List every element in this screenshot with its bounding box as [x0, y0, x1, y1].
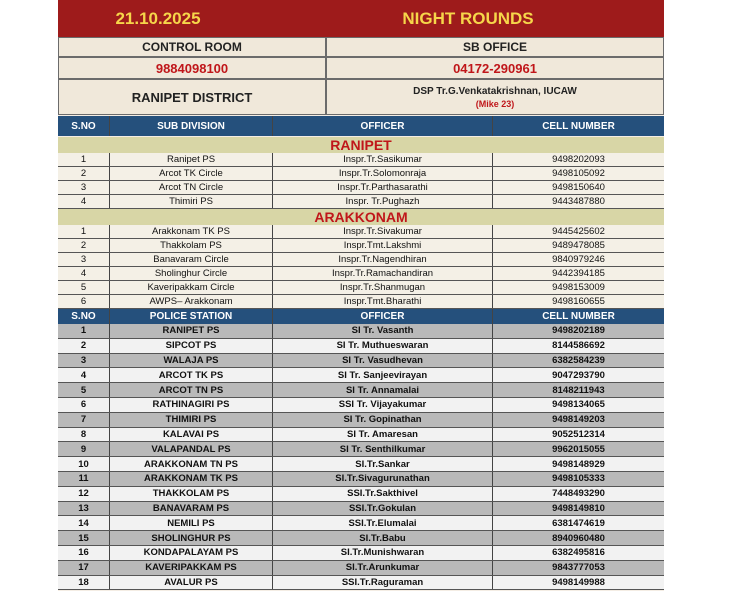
col-cell-number: CELL NUMBER	[542, 120, 615, 132]
station-row	[58, 472, 664, 487]
cell-number-cell: 9498160655	[552, 296, 605, 307]
sb-office-label: SB OFFICE	[326, 37, 664, 57]
unit-cell: THAKKOLAM PS	[110, 487, 273, 501]
unit-cell: NEMILI PS	[110, 516, 273, 530]
officer-cell: SI Tr. Sanjeevirayan	[273, 368, 493, 382]
sno-cell: 9	[58, 442, 110, 456]
district-name: RANIPET DISTRICT	[58, 79, 326, 115]
station-row	[58, 413, 664, 428]
sno-cell: 5	[58, 281, 110, 294]
station-row	[58, 502, 664, 517]
officer-cell: SSI.Tr.Sakthivel	[273, 487, 493, 501]
cell-number-cell: 9498134065	[552, 399, 605, 411]
station-row	[58, 457, 664, 472]
sno-cell: 5	[58, 383, 110, 397]
station-row	[58, 324, 664, 339]
officer-cell: SI.Tr.Munishwaran	[273, 546, 493, 560]
station-row	[58, 428, 664, 443]
unit-cell: THIMIRI PS	[110, 413, 273, 427]
officer-cell: Inspr.Tr.Sivakumar	[273, 225, 493, 238]
night-rounds-sheet	[58, 0, 664, 591]
officer-cell: Inspr.Tr.Shanmugan	[273, 281, 493, 294]
officer-cell: Inspr.Tmt.Bharathi	[273, 295, 493, 308]
officer-cell: SI.Tr.Sankar	[273, 457, 493, 471]
sub-division-row	[58, 267, 664, 281]
cell-number-cell: 9962015055	[552, 443, 605, 455]
cell-number-cell: 9843777053	[552, 562, 605, 574]
officer-cell: SSI.Tr.Gokulan	[273, 502, 493, 516]
col-officer: OFFICER	[273, 116, 493, 136]
unit-cell: Arakkonam TK PS	[110, 225, 273, 238]
unit-cell: Ranipet PS	[110, 153, 273, 166]
group-header	[58, 137, 664, 153]
officer-cell: SI Tr. Senthilkumar	[273, 442, 493, 456]
cell-number-cell: 6382584239	[552, 354, 605, 366]
sub-division-row	[58, 253, 664, 267]
contact-block	[58, 37, 664, 115]
officer-cell: Inspr.Tr.Sasikumar	[273, 153, 493, 166]
sno-cell: 2	[58, 339, 110, 353]
station-row	[58, 339, 664, 354]
group-name: RANIPET	[330, 137, 392, 153]
cell-number-cell: 8144586692	[552, 340, 605, 352]
col-police-station: POLICE STATION	[110, 308, 273, 324]
date-label: 21.10.2025	[115, 8, 201, 28]
unit-cell: Thakkolam PS	[110, 239, 273, 252]
sb-office-phone: 04172-290961	[326, 57, 664, 79]
officer-cell: SI.Tr.Sivagurunathan	[273, 472, 493, 486]
station-header-row	[58, 308, 664, 324]
officer-cell: SI.Tr.Babu	[273, 531, 493, 545]
sub-division-header-row	[58, 116, 664, 136]
unit-cell: KONDAPALAYAM PS	[110, 546, 273, 560]
unit-cell: KAVERIPAKKAM PS	[110, 561, 273, 575]
sub-division-row	[58, 295, 664, 309]
unit-cell: AVALUR PS	[110, 576, 273, 590]
cell-number-cell: 9047293790	[552, 369, 605, 381]
dsp-block	[326, 79, 664, 115]
unit-cell: ARAKKONAM TN PS	[110, 457, 273, 471]
station-row	[58, 516, 664, 531]
sno-cell: 11	[58, 472, 110, 486]
col-sno: S.NO	[58, 308, 110, 324]
sub-division-row	[58, 239, 664, 253]
unit-cell: SIPCOT PS	[110, 339, 273, 353]
officer-cell: SI Tr. Vasanth	[273, 324, 493, 338]
officer-cell: Inspr.Tr.Nagendhiran	[273, 253, 493, 266]
officer-cell: SI Tr. Vasudhevan	[273, 354, 493, 368]
unit-cell: KALAVAI PS	[110, 428, 273, 442]
unit-cell: ARAKKONAM TK PS	[110, 472, 273, 486]
cell-number-cell: 9498150640	[552, 182, 605, 193]
sub-division-row	[58, 153, 664, 167]
cell-number-cell: 9443487880	[552, 196, 605, 207]
unit-cell: VALAPANDAL PS	[110, 442, 273, 456]
unit-cell: RATHINAGIRI PS	[110, 398, 273, 412]
cell-number-cell: 9498153009	[552, 282, 605, 293]
station-row	[58, 546, 664, 561]
sno-cell: 12	[58, 487, 110, 501]
sno-cell: 6	[58, 295, 110, 308]
unit-cell: ARCOT TN PS	[110, 383, 273, 397]
station-row	[58, 368, 664, 383]
cell-number-cell: 7448493290	[552, 488, 605, 500]
dsp-call-sign: (Mike 23)	[475, 98, 515, 109]
officer-cell: Inspr.Tmt.Lakshmi	[273, 239, 493, 252]
sno-cell: 15	[58, 531, 110, 545]
col-sno: S.NO	[58, 116, 110, 136]
unit-cell: Kaveripakkam Circle	[110, 281, 273, 294]
officer-cell: Inspr.Tr.Parthasarathi	[273, 181, 493, 194]
page-title: NIGHT ROUNDS	[402, 8, 534, 28]
station-row	[58, 561, 664, 576]
sno-cell: 1	[58, 153, 110, 166]
group-name: ARAKKONAM	[314, 209, 408, 225]
dsp-name: DSP Tr.G.Venkatakrishnan, IUCAW	[413, 85, 577, 97]
sno-cell: 4	[58, 195, 110, 208]
officer-cell: SSI.Tr.Elumalai	[273, 516, 493, 530]
col-officer: OFFICER	[273, 308, 493, 324]
cell-number-cell: 9498202189	[552, 325, 605, 337]
station-row	[58, 487, 664, 502]
sno-cell: 13	[58, 502, 110, 516]
sub-division-row	[58, 281, 664, 295]
sno-cell: 2	[58, 167, 110, 180]
cell-number-cell: 9498149810	[552, 502, 605, 514]
cell-number-cell: 9445425602	[552, 226, 605, 237]
officer-cell: SSI.Tr.Raguraman	[273, 576, 493, 590]
sno-cell: 8	[58, 428, 110, 442]
cell-number-cell: 9442394185	[552, 268, 605, 279]
cell-number-cell: 8148211943	[552, 384, 605, 396]
cell-number-cell: 8940960480	[552, 532, 605, 544]
sno-cell: 17	[58, 561, 110, 575]
station-row	[58, 442, 664, 457]
group-header	[58, 209, 664, 225]
officer-cell: Inspr.Tr.Ramachandiran	[273, 267, 493, 280]
col-cell-number: CELL NUMBER	[542, 310, 615, 322]
title-bar	[58, 0, 664, 37]
cell-number-cell: 9498105333	[552, 473, 605, 485]
officer-cell: SI.Tr.Arunkumar	[273, 561, 493, 575]
officer-cell: Inspr.Tr.Solomonraja	[273, 167, 493, 180]
sno-cell: 7	[58, 413, 110, 427]
cell-number-cell: 9498148929	[552, 458, 605, 470]
station-row	[58, 383, 664, 398]
officer-cell: SSI Tr. Vijayakumar	[273, 398, 493, 412]
officer-cell: SI Tr. Annamalai	[273, 383, 493, 397]
sno-cell: 10	[58, 457, 110, 471]
sub-division-row	[58, 225, 664, 239]
cell-number-cell: 9498149988	[552, 576, 605, 588]
station-row	[58, 531, 664, 546]
cell-number-cell: 9498105092	[552, 168, 605, 179]
sno-cell: 1	[58, 324, 110, 338]
cell-number-cell: 9498149203	[552, 414, 605, 426]
sno-cell: 16	[58, 546, 110, 560]
sub-division-row	[58, 167, 664, 181]
sno-cell: 4	[58, 267, 110, 280]
unit-cell: Thimiri PS	[110, 195, 273, 208]
officer-cell: SI Tr. Muthueswaran	[273, 339, 493, 353]
sno-cell: 6	[58, 398, 110, 412]
sub-division-row	[58, 181, 664, 195]
station-row	[58, 576, 664, 591]
cell-number-cell: 6381474619	[552, 517, 605, 529]
unit-cell: Banavaram Circle	[110, 253, 273, 266]
cell-number-cell: 9489478085	[552, 240, 605, 251]
officer-cell: SI Tr. Amaresan	[273, 428, 493, 442]
officer-cell: SI Tr. Gopinathan	[273, 413, 493, 427]
control-room-phone: 9884098100	[58, 57, 326, 79]
unit-cell: BANAVARAM PS	[110, 502, 273, 516]
unit-cell: Sholinghur Circle	[110, 267, 273, 280]
station-row	[58, 398, 664, 413]
sno-cell: 4	[58, 368, 110, 382]
sub-division-row	[58, 195, 664, 209]
unit-cell: WALAJA PS	[110, 354, 273, 368]
unit-cell: AWPS– Arakkonam	[110, 295, 273, 308]
unit-cell: Arcot TK Circle	[110, 167, 273, 180]
officer-cell: Inspr. Tr.Pughazh	[273, 195, 493, 208]
col-sub-division: SUB DIVISION	[110, 116, 273, 136]
sno-cell: 14	[58, 516, 110, 530]
sno-cell: 1	[58, 225, 110, 238]
unit-cell: RANIPET PS	[110, 324, 273, 338]
sno-cell: 18	[58, 576, 110, 590]
control-room-label: CONTROL ROOM	[58, 37, 326, 57]
unit-cell: SHOLINGHUR PS	[110, 531, 273, 545]
sno-cell: 2	[58, 239, 110, 252]
sno-cell: 3	[58, 354, 110, 368]
unit-cell: Arcot TN Circle	[110, 181, 273, 194]
cell-number-cell: 9052512314	[552, 428, 605, 440]
cell-number-cell: 9840979246	[552, 254, 605, 265]
cell-number-cell: 6382495816	[552, 547, 605, 559]
sno-cell: 3	[58, 253, 110, 266]
sno-cell: 3	[58, 181, 110, 194]
unit-cell: ARCOT TK PS	[110, 368, 273, 382]
station-row	[58, 354, 664, 369]
cell-number-cell: 9498202093	[552, 154, 605, 165]
